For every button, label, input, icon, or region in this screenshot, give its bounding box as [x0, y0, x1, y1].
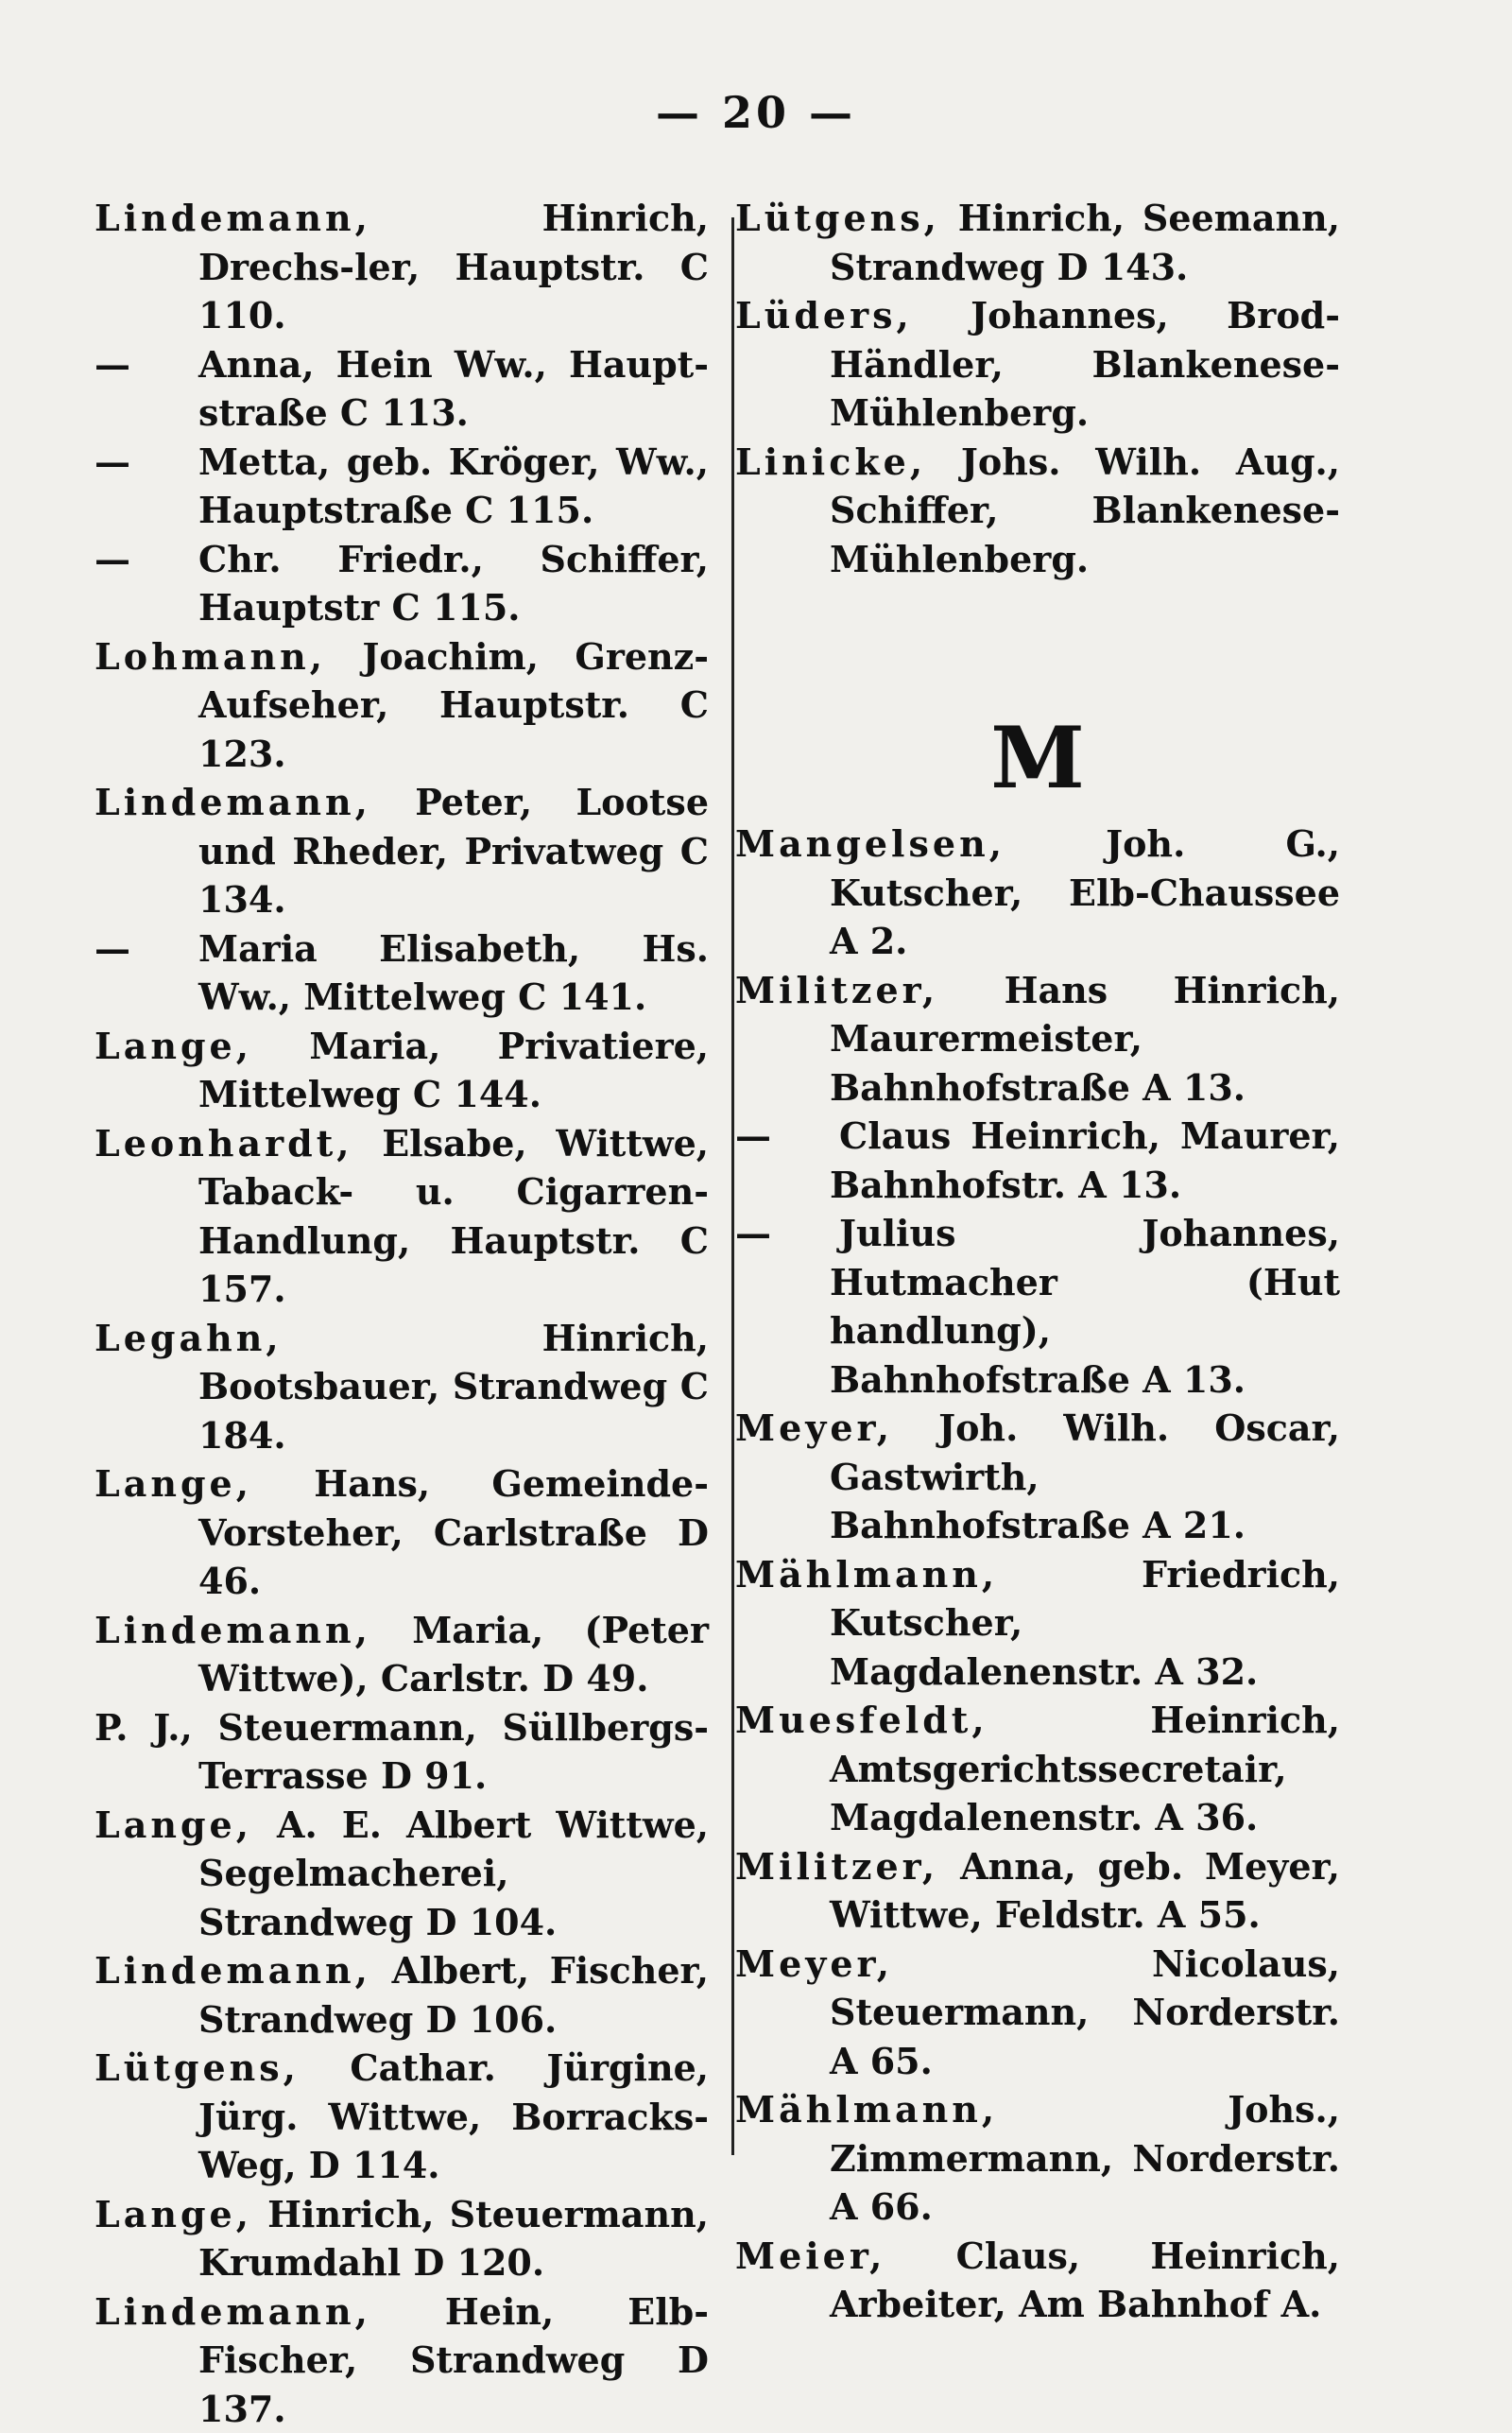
entry-surname: Lange, — [94, 1025, 252, 1067]
ditto-dash: — — [94, 340, 198, 389]
directory-entry — [735, 291, 1340, 438]
section-letter: M — [735, 706, 1340, 810]
entry-surname: Mählmann, — [735, 2088, 998, 2131]
entry-surname: Militzer, — [735, 1845, 938, 1888]
entry-surname: Mählmann, — [735, 1553, 998, 1596]
entry-surname: Lohmann, — [94, 635, 326, 678]
entry-surname: Lange, — [94, 1803, 252, 1846]
directory-entry — [94, 1022, 709, 1119]
directory-entry — [94, 1946, 709, 2044]
directory-entry — [94, 632, 709, 779]
entry-surname: Lange, — [94, 1462, 252, 1505]
entry-details: Anna, geb. Meyer, Wittwe, Feldstr. A 55. — [830, 1845, 1340, 1937]
entry-details: Peter, Lootse und Rheder, Privatweg C 134. — [198, 781, 709, 921]
directory-entry — [94, 1314, 709, 1460]
directory-entry — [735, 1842, 1340, 1940]
entry-surname: Meyer, — [735, 1942, 893, 1985]
ditto-dash: — — [735, 1112, 839, 1161]
entry-surname: Lange, — [94, 2193, 252, 2235]
entry-details: Nicolaus, Steuermann, Norderstr. A 65. — [830, 1942, 1340, 2082]
column-divider — [731, 217, 734, 2155]
directory-entry — [94, 924, 709, 1022]
directory-entry — [94, 340, 709, 438]
ditto-dash: — — [94, 438, 198, 487]
directory-entry — [735, 1940, 1340, 2086]
entry-details: Albert, Fischer, Strandweg D 106. — [198, 1949, 709, 2041]
entry-details: Hinrich, Bootsbauer, Strandweg C 184. — [198, 1317, 709, 1457]
directory-entry — [94, 438, 709, 535]
right-column-bottom — [735, 820, 1340, 2329]
directory-entry — [94, 778, 709, 924]
entry-details: Johs. Wilh. Aug., Schiffer, Blankenese-Mühlenberg. — [830, 440, 1340, 580]
entry-surname: Lindemann, — [94, 781, 371, 823]
directory-entry — [94, 535, 709, 632]
entry-surname: Militzer, — [735, 969, 938, 1011]
entry-details: Joh. Wilh. Oscar, Gastwirth, Bahnhofstraße A 21. — [830, 1406, 1340, 1546]
entry-details: Metta, geb. Kröger, Ww., Hauptstraße C 115. — [198, 440, 709, 532]
entry-details: Hinrich, Drechs-ler, Hauptstr. C 110. — [198, 197, 709, 336]
entry-details: Joachim, Grenz-Aufseher, Hauptstr. C 123. — [198, 635, 709, 775]
ditto-dash: — — [94, 535, 198, 584]
entry-surname: Lindemann, — [94, 197, 371, 239]
entry-surname: Lüders, — [735, 294, 913, 336]
entry-details: Hinrich, Steuermann, Krumdahl D 120. — [198, 2193, 709, 2285]
entry-details: Julius Johannes, Hutmacher (Hut handlung), Bahnhofstraße A 13. — [830, 1212, 1340, 1401]
directory-entry — [94, 2287, 709, 2433]
directory-entry — [94, 1119, 709, 1314]
entry-details: Chr. Friedr., Schiffer, Hauptstr C 115. — [198, 538, 709, 630]
directory-entry — [94, 2044, 709, 2190]
directory-entry — [735, 966, 1340, 1113]
directory-entry — [735, 1112, 1340, 1209]
entry-details: Maria Elisabeth, Hs. Ww., Mittelweg C 141. — [198, 927, 709, 1019]
entry-surname: Lütgens, — [735, 197, 940, 239]
entry-details: Johannes, Brod-Händler, Blankenese-Mühlenberg. — [830, 294, 1340, 434]
entry-surname: Lütgens, — [94, 2046, 300, 2089]
entry-details: Joh. G., Kutscher, Elb-Chaussee A 2. — [830, 822, 1340, 962]
entry-surname: Lindemann, — [94, 2290, 371, 2333]
directory-entry — [94, 2190, 709, 2287]
entry-details: P. J., Steuermann, Süllbergs-Terrasse D 91. — [94, 1706, 709, 1798]
directory-entry — [94, 1606, 709, 1703]
entry-details: Hans Hinrich, Maurermeister, Bahnhofstraße A 13. — [830, 969, 1340, 1109]
entry-details: Friedrich, Kutscher, Magdalenenstr. A 32. — [830, 1553, 1340, 1693]
right-column — [735, 194, 1340, 2329]
entry-surname: Linicke, — [735, 440, 926, 483]
entry-surname: Leonhardt, — [94, 1122, 353, 1165]
directory-entry — [94, 1459, 709, 1606]
entry-details: Hinrich, Seemann, Strandweg D 143. — [830, 197, 1340, 288]
page-number: — 20 — — [0, 87, 1512, 138]
entry-details: A. E. Albert Wittwe, Segelmacherei, Strandweg D 104. — [198, 1803, 709, 1943]
entry-details: Elsabe, Wittwe, Taback- u. Cigarren-Handlung, Hauptstr. C 157. — [198, 1122, 709, 1311]
entry-details: Claus, Heinrich, Arbeiter, Am Bahnhof A. — [830, 2235, 1340, 2326]
entry-details: Hans, Gemeinde-Vorsteher, Carlstraße D 46. — [198, 1462, 709, 1602]
directory-entry — [735, 820, 1340, 966]
directory-entry — [735, 1404, 1340, 1550]
directory-entry — [94, 1703, 709, 1801]
entry-details: Hein, Elb-Fischer, Strandweg D 137. — [198, 2290, 709, 2430]
entry-details: Heinrich, Amtsgerichtssecretair, Magdalenenstr. A 36. — [830, 1699, 1340, 1838]
entry-details: Anna, Hein Ww., Haupt-straße C 113. — [198, 343, 709, 435]
entry-surname: Legahn, — [94, 1317, 283, 1359]
entry-surname: Lindemann, — [94, 1609, 371, 1651]
directory-entry — [94, 194, 709, 340]
directory-entry — [735, 2085, 1340, 2232]
entry-surname: Lindemann, — [94, 1949, 371, 1992]
directory-entry — [735, 2232, 1340, 2329]
entry-details: Johs., Zimmermann, Norderstr. A 66. — [830, 2088, 1340, 2228]
directory-entry — [735, 438, 1340, 584]
directory-entry — [735, 1550, 1340, 1697]
ditto-dash: — — [94, 924, 198, 974]
entry-surname: Mangelsen, — [735, 822, 1005, 865]
entry-details: Claus Heinrich, Maurer, Bahnhofstr. A 13. — [830, 1114, 1340, 1206]
directory-entry — [735, 1696, 1340, 1842]
entry-surname: Muesfeldt, — [735, 1699, 988, 1741]
entry-surname: Meyer, — [735, 1406, 893, 1449]
directory-entry — [735, 1209, 1340, 1404]
entry-surname: Meier, — [735, 2235, 885, 2277]
right-column-top — [735, 194, 1340, 583]
directory-entry — [94, 1801, 709, 1947]
ditto-dash: — — [735, 1209, 839, 1258]
entry-details: Cathar. Jürgine, Jürg. Wittwe, Borracks-Weg, D 114. — [198, 2046, 709, 2186]
left-column — [94, 194, 709, 2433]
entry-details: Maria, Privatiere, Mittelweg C 144. — [198, 1025, 709, 1116]
entry-details: Maria, (Peter Wittwe), Carlstr. D 49. — [198, 1609, 709, 1700]
directory-entry — [735, 194, 1340, 291]
